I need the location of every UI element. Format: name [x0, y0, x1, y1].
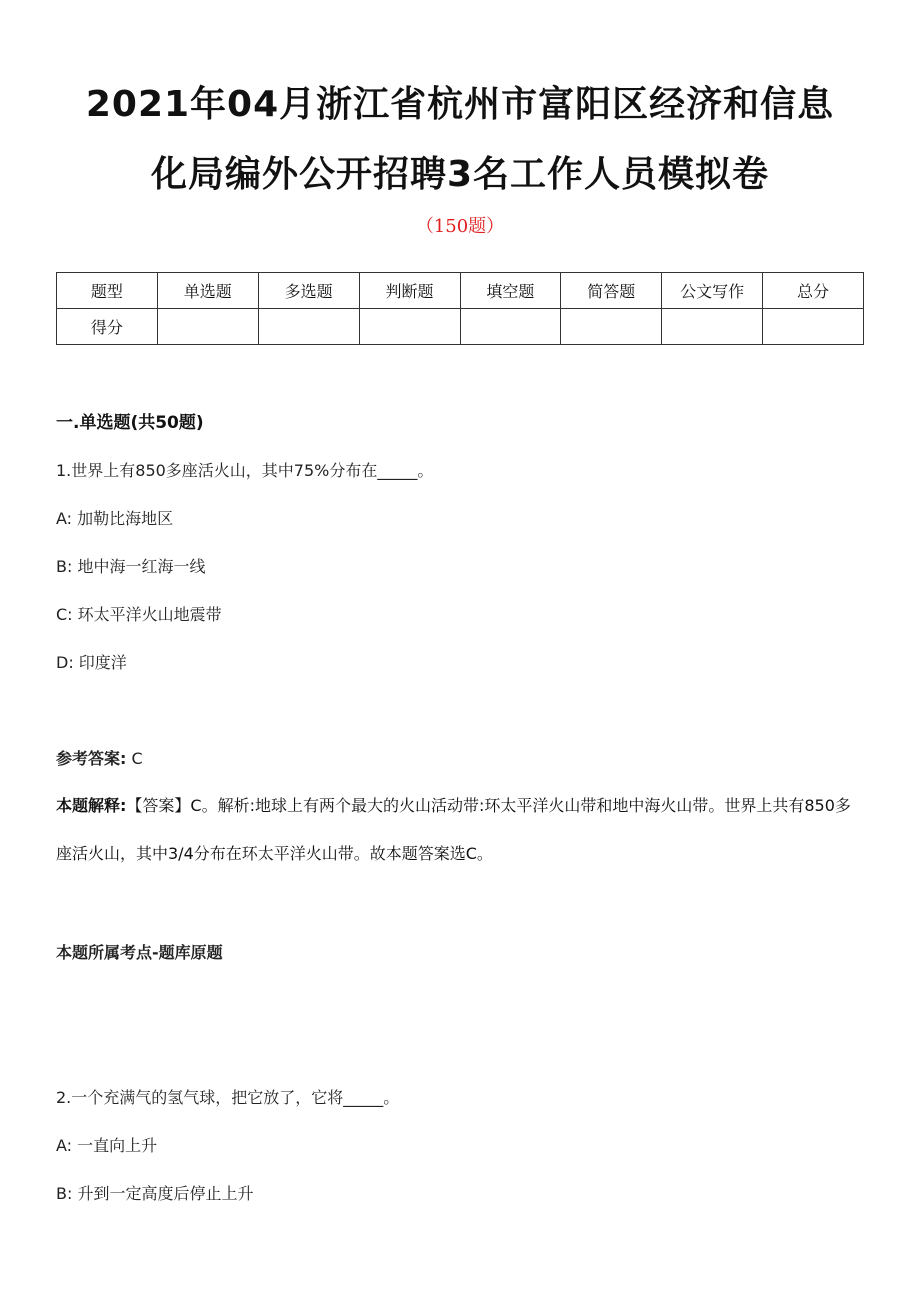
score-table-header-cell: 题型	[57, 273, 158, 309]
score-table-header-row	[57, 273, 864, 309]
score-cell	[561, 309, 662, 345]
score-table-header-cell: 公文写作	[662, 273, 763, 309]
score-table-header-cell: 填空题	[460, 273, 561, 309]
question-1-answer	[56, 746, 143, 769]
question-1-source: 本题所属考点-题库原题	[56, 943, 223, 962]
explanation-label: 本题解释:	[56, 796, 127, 815]
score-cell	[662, 309, 763, 345]
score-cell	[359, 309, 460, 345]
explanation-text: 【答案】C。解析:地球上有两个最大的火山活动带:环太平洋火山带和地中海火山带。世界上共有850多座活火山，其中3/4分布在环太平洋火山带。故本题答案选C。	[56, 796, 851, 863]
score-cell	[157, 309, 258, 345]
question-2-stem: 2.一个充满气的氢气球，把它放了，它将_____。	[56, 1088, 400, 1107]
score-table-header-cell: 多选题	[258, 273, 359, 309]
score-table-header-cell: 总分	[763, 273, 864, 309]
question-count-subtitle: （150题）	[415, 216, 505, 237]
section-heading: 一.单选题(共50题)	[56, 413, 204, 433]
answer-value: C	[126, 749, 143, 768]
question-1-option-c: C: 环太平洋火山地震带	[56, 605, 222, 624]
question-2-option-a: A: 一直向上升	[56, 1136, 158, 1155]
score-table	[56, 272, 864, 345]
score-table-header-cell: 简答题	[561, 273, 662, 309]
score-cell	[763, 309, 864, 345]
document-title-line-1: 2021年04月浙江省杭州市富阳区经济和信息	[85, 84, 835, 125]
score-table-header-cell: 单选题	[157, 273, 258, 309]
question-2-option-b: B: 升到一定高度后停止上升	[56, 1184, 254, 1203]
score-cell	[258, 309, 359, 345]
score-row-label: 得分	[57, 309, 158, 345]
question-1-explanation	[56, 782, 864, 878]
question-1-option-a: A: 加勒比海地区	[56, 509, 174, 528]
score-table-header-cell: 判断题	[359, 273, 460, 309]
answer-label: 参考答案:	[56, 749, 127, 768]
score-cell	[460, 309, 561, 345]
document-title-line-2: 化局编外公开招聘3名工作人员模拟卷	[150, 154, 770, 195]
question-1-stem: 1.世界上有850多座活火山，其中75%分布在_____。	[56, 461, 434, 480]
question-1-option-b: B: 地中海一红海一线	[56, 557, 206, 576]
question-1-option-d: D: 印度洋	[56, 653, 127, 672]
score-table-score-row	[57, 309, 864, 345]
